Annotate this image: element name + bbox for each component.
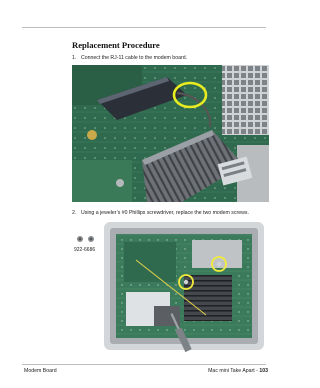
section-heading: Replacement Procedure [72, 40, 160, 50]
header-rule [22, 27, 266, 28]
step-number: 2. [72, 210, 77, 216]
page-number: 103 [259, 368, 268, 374]
footer-title: Mac mini Take Apart - [208, 368, 260, 374]
modem-screws-photo [66, 220, 269, 352]
modem-cable-photo [72, 65, 269, 202]
step-1 [72, 55, 187, 61]
step-text: Connect the RJ-11 cable to the modem board. [81, 55, 188, 61]
step-text: Using a jeweler’s #0 Phillips screwdriver, replace the two modem screws. [81, 210, 249, 216]
step-2 [72, 210, 249, 216]
step-number: 1. [72, 55, 77, 61]
footer-section: Modem Board [24, 368, 57, 374]
footer-rule [22, 364, 266, 365]
footer-page-info [208, 368, 268, 374]
part-number: 922-6686 [74, 247, 96, 253]
